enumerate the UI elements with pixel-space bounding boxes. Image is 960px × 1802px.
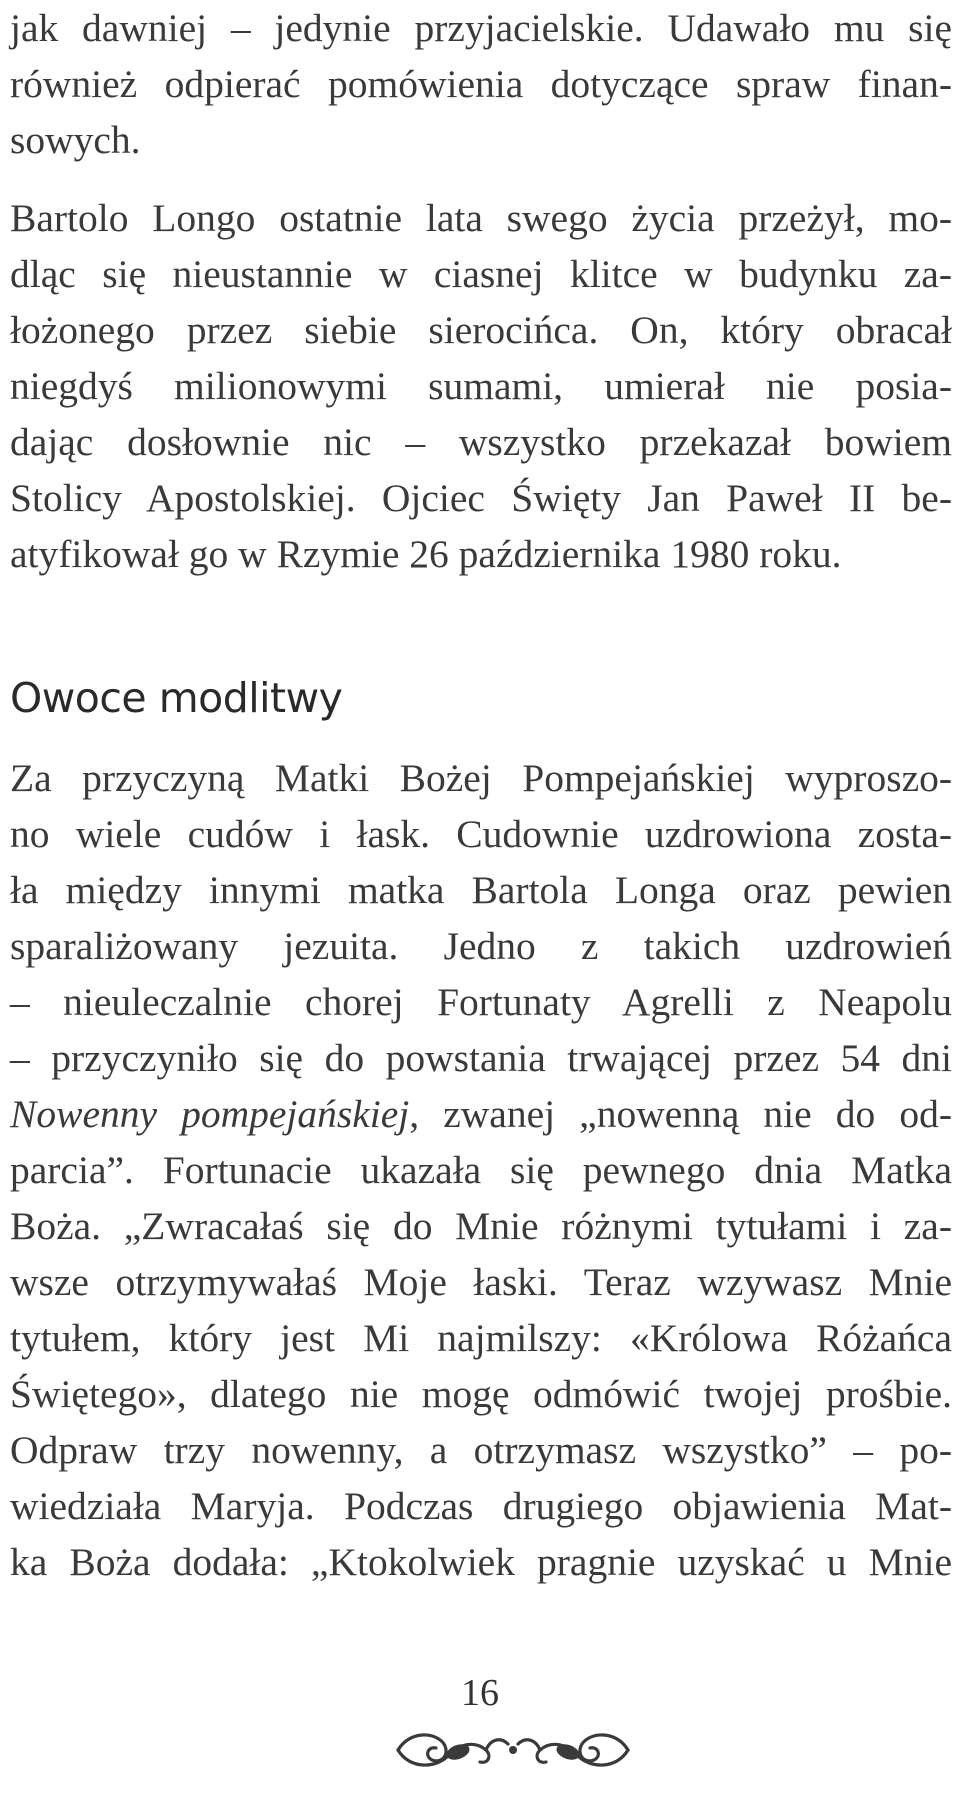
body-line: atyfikował go w Rzymie 26 października 1980 roku. [10,532,842,576]
body-line: Boża. „Zwracałaś się do Mnie różnymi tytułami i za- [10,1204,952,1248]
body-line: Odpraw trzy nowenny, a otrzymasz wszystko” – po- [10,1428,952,1472]
body-line: jak dawniej – jedynie przyjacielskie. Udawało mu się [10,6,952,50]
body-line-with-title [10,1086,952,1142]
flourish-ornament-icon [388,1722,638,1778]
page-number: 16 [461,1672,499,1714]
body-line: dając dosłownie nic – wszystko przekazał bowiem [10,420,952,464]
body-line: sowych. [10,118,141,162]
body-line: parcia”. Fortunacie ukazała się pewnego dnia Matka [10,1148,952,1192]
body-line: wsze otrzymywałaś Moje łaski. Teraz wzywasz Mnie [10,1260,952,1304]
body-line: łożonego przez siebie sierocińca. On, który obracał [10,308,952,352]
body-line: ka Boża dodała: „Ktokolwiek pragnie uzyskać u Mnie [10,1540,952,1584]
body-line: Świętego», dlatego nie mogę odmówić twojej prośbie. [10,1372,952,1416]
body-line: niegdyś milionowymi sumami, umierał nie posia- [10,364,952,408]
body-line: – przyczyniło się do powstania trwającej przez 54 dni [10,1036,952,1080]
body-line: również odpierać pomówienia dotyczące spraw finan- [10,62,952,106]
body-line: wiedziała Maryja. Podczas drugiego objawienia Mat- [10,1484,952,1528]
body-line: Bartolo Longo ostatnie lata swego życia przeżył, mo- [10,196,952,240]
body-line: Za przyczyną Matki Bożej Pompejańskiej wyproszo- [10,756,952,800]
body-line: no wiele cudów i łask. Cudownie uzdrowiona zosta- [10,812,952,856]
novena-title: Nowenny pompejańskiej [10,1092,410,1136]
body-line: Stolicy Apostolskiej. Ojciec Święty Jan Paweł II be- [10,476,952,520]
body-text: , zwanej „nowenną nie do od- [409,1092,952,1136]
body-line: sparaliżowany jezuita. Jedno z takich uzdrowień [10,924,952,968]
body-line: dląc się nieustannie w ciasnej klitce w budynku za- [10,252,952,296]
body-line: tytułem, który jest Mi najmilszy: «Królowa Różańca [10,1316,952,1360]
body-line: – nieuleczalnie chorej Fortunaty Agrelli z Neapolu [10,980,952,1024]
section-heading: Owoce modlitwy [10,674,343,722]
body-line: ła między innymi matka Bartola Longa oraz pewien [10,868,952,912]
